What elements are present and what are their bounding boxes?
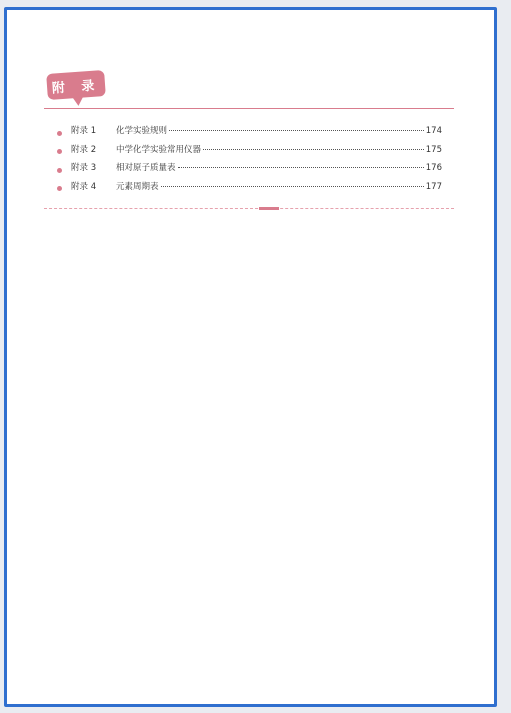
toc-entry-title: 中学化学实验常用仪器 xyxy=(116,144,202,155)
section-badge xyxy=(46,70,106,100)
document-page xyxy=(4,7,497,707)
table-of-contents xyxy=(57,124,442,198)
header-divider xyxy=(44,108,454,109)
dot-leader xyxy=(178,167,424,168)
toc-entry-label: 附录 1 xyxy=(71,126,97,136)
dot-leader xyxy=(203,149,424,150)
footer-divider xyxy=(44,208,454,209)
bullet-icon xyxy=(57,131,62,136)
toc-entry-title: 相对原子质量表 xyxy=(116,163,176,173)
toc-entry-label: 附录 3 xyxy=(71,163,97,173)
toc-entry-title: 化学实验规则 xyxy=(116,126,168,136)
bullet-icon xyxy=(57,149,62,154)
divider-accent xyxy=(259,207,279,210)
bullet-icon xyxy=(57,168,62,173)
toc-entry-page: 176 xyxy=(425,163,442,173)
badge-pointer xyxy=(72,95,85,106)
toc-entry[interactable] xyxy=(57,143,442,162)
toc-entry[interactable] xyxy=(57,180,442,199)
bullet-icon xyxy=(57,186,62,191)
dot-leader xyxy=(161,186,424,187)
toc-entry-page: 174 xyxy=(425,126,442,136)
dot-leader xyxy=(169,130,424,131)
toc-entry[interactable] xyxy=(57,124,442,143)
toc-entry-page: 177 xyxy=(425,181,442,192)
section-title: 附 录 xyxy=(51,77,101,97)
toc-entry-label: 附录 2 xyxy=(71,144,97,155)
toc-entry-title: 元素周期表 xyxy=(116,181,159,192)
toc-entry-label: 附录 4 xyxy=(71,181,97,192)
toc-entry[interactable] xyxy=(57,161,442,180)
toc-entry-page: 175 xyxy=(425,144,442,155)
